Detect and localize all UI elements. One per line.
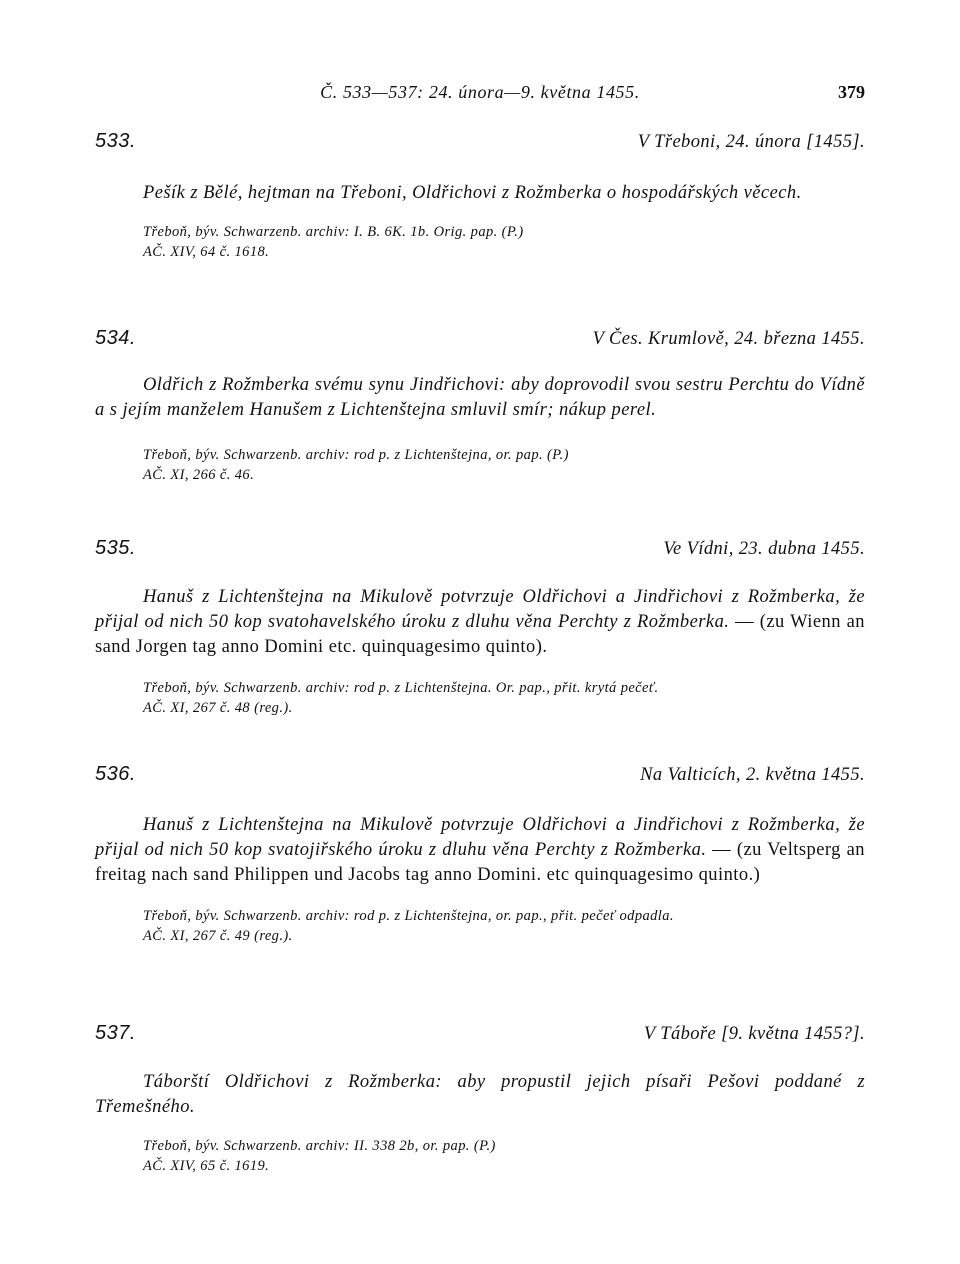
place-date: V Třeboni, 24. února [1455]. bbox=[637, 132, 865, 152]
regest-quote: — (zu Wienn an sand Jorgen tag anno Domini etc. quinquagesimo quinto). bbox=[95, 612, 865, 657]
entry-533 bbox=[95, 130, 865, 262]
regest-text: Pešík z Bělé, hejtman na Třeboni, Oldřichovi z Rožmberka o hospodářských věcech. bbox=[143, 183, 802, 203]
entry-number: 534. bbox=[95, 327, 136, 349]
source-edition: AČ. XI, 266 č. 46. bbox=[143, 467, 255, 483]
entry-number: 535. bbox=[95, 537, 136, 559]
source-edition: AČ. XIV, 64 č. 1618. bbox=[143, 244, 270, 260]
running-head bbox=[95, 82, 865, 106]
entry-number: 536. bbox=[95, 763, 136, 785]
regest-text: Táborští Oldřichovi z Rožmberka: aby propustil jejich písaři Pešovi poddané z Třemešného. bbox=[95, 1072, 865, 1117]
source-archive: Třeboň, býv. Schwarzenb. archiv: rod p. z Lichtenštejna. Or. pap., přit. krytá pečeť. bbox=[143, 680, 659, 696]
regest-quote: — (zu Veltsperg an freitag nach sand Philippen und Jacobs tag anno Domini. etc quinquagesimo quinto.) bbox=[95, 840, 865, 885]
regest bbox=[95, 181, 865, 206]
entry-heading bbox=[95, 763, 865, 793]
source-edition: AČ. XI, 267 č. 48 (reg.). bbox=[143, 700, 293, 716]
entry-535 bbox=[95, 537, 865, 718]
source-archive: Třeboň, býv. Schwarzenb. archiv: I. B. 6K. 1b. Orig. pap. (P.) bbox=[143, 224, 524, 240]
source-archive: Třeboň, býv. Schwarzenb. archiv: II. 338 2b, or. pap. (P.) bbox=[143, 1138, 496, 1154]
regest bbox=[95, 813, 865, 888]
place-date: V Táboře [9. května 1455?]. bbox=[643, 1024, 865, 1044]
source-archive: Třeboň, býv. Schwarzenb. archiv: rod p. z Lichtenštejna, or. pap. (P.) bbox=[143, 447, 569, 463]
entry-heading bbox=[95, 1022, 865, 1052]
entry-heading bbox=[95, 327, 865, 357]
place-date: Na Valticích, 2. května 1455. bbox=[640, 765, 865, 785]
source-edition: AČ. XIV, 65 č. 1619. bbox=[143, 1158, 270, 1174]
entry-heading bbox=[95, 130, 865, 160]
source-edition: AČ. XI, 267 č. 49 (reg.). bbox=[143, 928, 293, 944]
page-number: 379 bbox=[838, 82, 865, 102]
source-archive: Třeboň, býv. Schwarzenb. archiv: rod p. z Lichtenštejna, or. pap., přit. pečeť odpadla. bbox=[143, 908, 674, 924]
regest-text: Hanuš z Lichtenštejna na Mikulově potvrzuje Oldřichovi a Jindřichovi z Rožmberka, že přijal od nich 50 kop svatojiřského úroku z dluhu věna Perchty z Rožmberka. bbox=[95, 815, 865, 860]
entry-537 bbox=[95, 1022, 865, 1176]
regest bbox=[95, 585, 865, 660]
entry-heading bbox=[95, 537, 865, 567]
running-title: Č. 533—537: 24. února—9. května 1455. bbox=[320, 82, 640, 102]
regest bbox=[95, 1070, 865, 1120]
entry-534 bbox=[95, 327, 865, 485]
entry-number: 537. bbox=[95, 1022, 136, 1044]
regest bbox=[95, 373, 865, 423]
regest-text: Oldřich z Rožmberka svému synu Jindřichovi: aby doprovodil svou sestru Perchtu do Vídně a s jejím manželem Hanušem z Lichtenštejna smluvil smír; nákup perel. bbox=[95, 375, 865, 420]
place-date: Ve Vídni, 23. dubna 1455. bbox=[663, 539, 865, 559]
regest-text: Hanuš z Lichtenštejna na Mikulově potvrzuje Oldřichovi a Jindřichovi z Rožmberka, že přijal od nich 50 kop svatohavelského úroku z dluhu věna Perchty z Rožmberka. bbox=[95, 587, 865, 632]
place-date: V Čes. Krumlově, 24. března 1455. bbox=[592, 329, 865, 349]
entry-536 bbox=[95, 763, 865, 946]
entry-number: 533. bbox=[95, 130, 136, 152]
